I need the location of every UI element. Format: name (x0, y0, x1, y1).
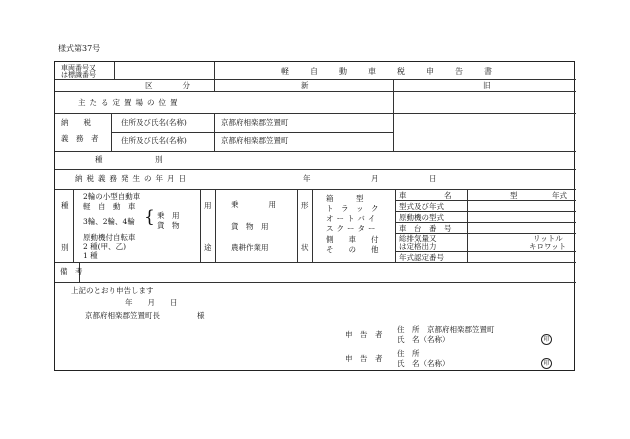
address-value-old: 京都府相楽郡笠置町 (221, 136, 289, 145)
use-farm: 農耕作業用 (231, 243, 269, 252)
new-column-label: 新 (301, 81, 309, 90)
declarant-name-label-1: 氏 名（名称） (397, 335, 450, 344)
declarant-label-2: 申 告 者 (345, 354, 383, 363)
kilowatt-unit: キロワット (529, 242, 567, 251)
shape-sidecar: 側 車 付 (326, 235, 379, 244)
form-title: 軽自動車税申告書 (281, 67, 513, 76)
vehicle-number-label: 車両番号又 (61, 64, 96, 72)
declarant-address-label-1: 住 所 (397, 325, 420, 334)
declarant-address-label-2: 住 所 (397, 349, 420, 358)
cargo-sub: 貨 物 (157, 221, 180, 230)
cert-number-label: 年式認定番号 (399, 253, 444, 262)
liability-date-label: 納税義務発生の年月日 (75, 174, 190, 183)
addressee: 京都府相楽郡笠置町長 (85, 311, 160, 320)
seal-mark-1: 印 (541, 334, 552, 345)
wheels-option: 3輪、2輪、4輪 (83, 217, 135, 226)
year-unit: 年 (303, 174, 311, 183)
month-unit: 月 (371, 174, 379, 183)
kind-label: 種 別 (95, 155, 163, 164)
type-label-top: 種 (61, 201, 69, 210)
shape-other: そ の 他 (326, 245, 379, 254)
seal-mark-2: 印 (541, 358, 552, 369)
car-name-label: 車 名 (399, 191, 452, 200)
declarant-name-label-2: 氏 名（名称） (397, 359, 450, 368)
use-label-bottom: 途 (204, 243, 212, 252)
small-vehicle-option: 2輪の小型自動車 (83, 192, 141, 201)
shape-truck: ト ラ ッ ク (326, 204, 379, 213)
passenger-sub: 乗 用 (157, 211, 180, 220)
old-column-label: 旧 (483, 81, 491, 90)
address-name-label-new: 住所及び氏名(名称) (121, 118, 187, 127)
taxpayer-label: 納 税 (61, 118, 91, 127)
moped-option: 原動機付自転車 (83, 233, 136, 242)
use-label-top: 用 (204, 201, 212, 210)
model-label: 型 (510, 191, 518, 200)
declarant-label-1: 申 告 者 (345, 330, 383, 339)
brace-mark: { (144, 207, 155, 227)
rated-output-label: は定格出力 (399, 242, 437, 251)
day-unit: 日 (429, 174, 437, 183)
shape-box: 箱 型 (326, 194, 364, 203)
use-passenger: 乗 用 (231, 200, 276, 209)
declaration-statement: 上記のとおり申告します (71, 286, 154, 295)
category-label: 区 分 (145, 81, 190, 90)
moped-class2-option: 2 種(甲、乙) (83, 242, 127, 251)
storage-location-label: 主たる定置場の位置 (78, 98, 182, 107)
remarks-label: 備 考 (60, 267, 83, 276)
address-name-label-old: 住所及び氏名(名称) (121, 136, 187, 145)
honorific: 様 (197, 311, 205, 320)
shape-label-top: 形 (301, 201, 309, 210)
obligation-label: 義 務 者 (61, 134, 99, 143)
plate-number-label: は標識番号 (61, 71, 96, 79)
chassis-number-label: 車 台 番 号 (399, 224, 452, 233)
shape-label-bottom: 状 (301, 243, 309, 252)
address-value-new: 京都府相楽郡笠置町 (221, 118, 289, 127)
light-vehicle-option: 軽 自 動 車 (83, 202, 136, 211)
displacement-label: 総排気量又 (399, 234, 437, 243)
use-cargo: 貨 物 用 (231, 222, 269, 231)
year-model-label: 年式 (552, 191, 567, 200)
declaration-form (54, 61, 575, 371)
moped-class1-option: 1 種 (83, 251, 98, 260)
declarant-address-value-1: 京都府相楽郡笠置町 (427, 325, 495, 334)
shape-autobike: オートバイ (326, 214, 379, 223)
form-number: 様式第37号 (58, 44, 101, 53)
shape-scooter: スクーター (326, 224, 379, 233)
type-year-label: 型式及び年式 (399, 202, 444, 211)
liter-unit: リットル (533, 234, 563, 243)
type-label-bottom: 別 (61, 243, 69, 252)
engine-type-label: 原動機の型式 (399, 213, 444, 222)
declaration-date: 年 月 日 (125, 298, 178, 307)
